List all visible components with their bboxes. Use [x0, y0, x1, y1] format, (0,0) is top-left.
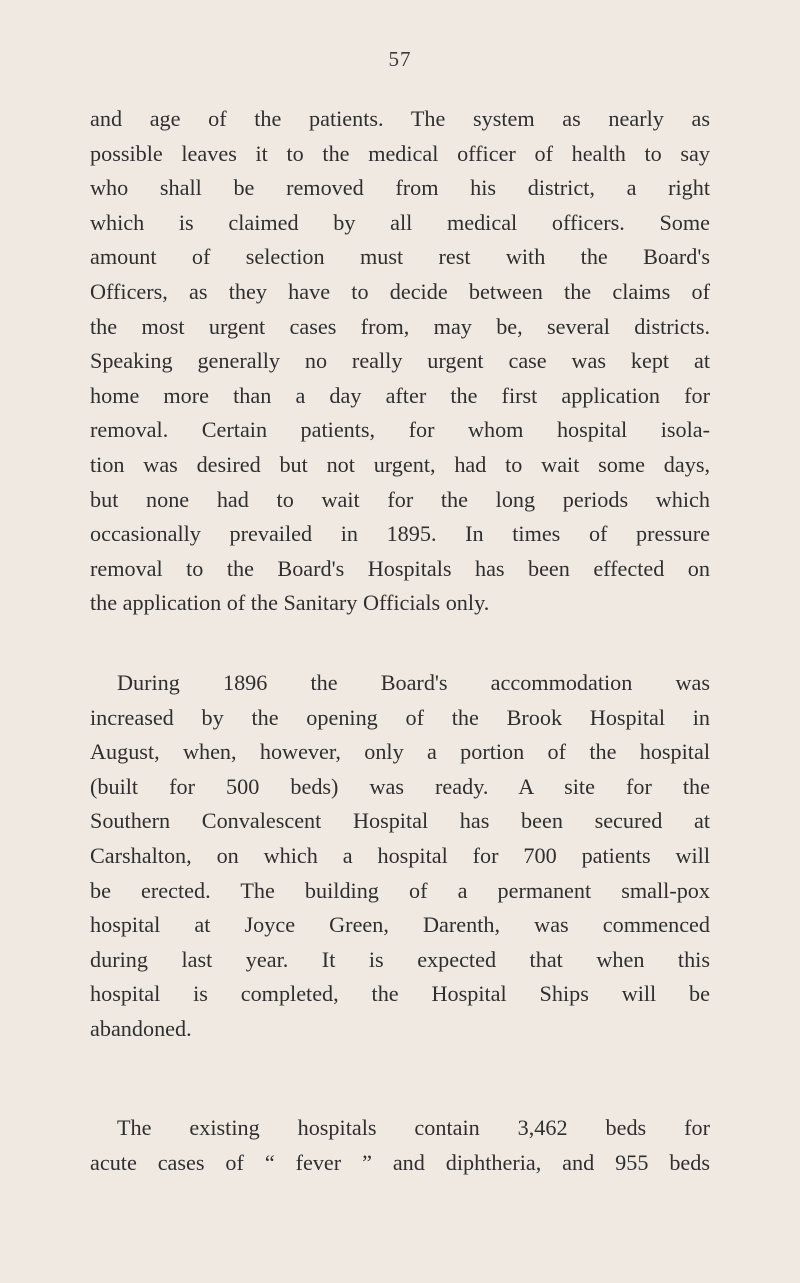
- text-line: hospital at Joyce Green, Darenth, was commenced: [90, 912, 710, 938]
- paragraph-existing-hospitals: [90, 1111, 710, 1180]
- text-line: tion was desired but not urgent, had to wait some days,: [90, 451, 710, 477]
- text-line: Carshalton, on which a hospital for 700 patients will: [90, 842, 710, 868]
- text-line: home more than a day after the first application for: [90, 382, 710, 408]
- text-line: the application of the Sanitary Officials only.: [90, 590, 490, 616]
- text-line: and age of the patients. The system as nearly as: [90, 106, 710, 131]
- paragraph-patient-removal: [90, 102, 710, 621]
- paragraph-accommodation-1896: [90, 666, 710, 1047]
- text-line: Officers, as they have to decide between the claims of: [90, 278, 710, 304]
- text-line: be erected. The building of a permanent small-pox: [90, 877, 710, 903]
- text-line: removal to the Board's Hospitals has been effected on: [90, 555, 710, 581]
- text-line: the most urgent cases from, may be, several districts.: [90, 313, 710, 339]
- text-line: abandoned.: [90, 1015, 192, 1041]
- text-line: (built for 500 beds) was ready. A site for the: [90, 773, 710, 799]
- text-line: The existing hospitals contain 3,462 beds for: [117, 1115, 710, 1140]
- text-line: during last year. It is expected that when this: [90, 946, 710, 972]
- text-line: increased by the opening of the Brook Hospital in: [90, 704, 710, 730]
- page-number: 57: [388, 47, 412, 71]
- text-line: removal. Certain patients, for whom hospital isola-: [90, 417, 710, 443]
- text-line: but none had to wait for the long periods which: [90, 486, 710, 512]
- text-line: acute cases of “ fever ” and diphtheria, and 955 beds: [90, 1149, 710, 1175]
- text-line: Speaking generally no really urgent case was kept at: [90, 348, 710, 374]
- text-line: who shall be removed from his district, a right: [90, 175, 710, 201]
- text-line: which is claimed by all medical officers. Some: [90, 209, 710, 235]
- text-line: possible leaves it to the medical officer of health to say: [90, 140, 710, 166]
- text-line: occasionally prevailed in 1895. In times of pressure: [90, 521, 710, 547]
- text-line: Southern Convalescent Hospital has been secured at: [90, 808, 710, 834]
- text-line: hospital is completed, the Hospital Ships will be: [90, 981, 710, 1007]
- text-line: August, when, however, only a portion of the hospital: [90, 739, 710, 765]
- text-line: amount of selection must rest with the Board's: [90, 244, 710, 270]
- text-line: During 1896 the Board's accommodation was: [117, 670, 710, 695]
